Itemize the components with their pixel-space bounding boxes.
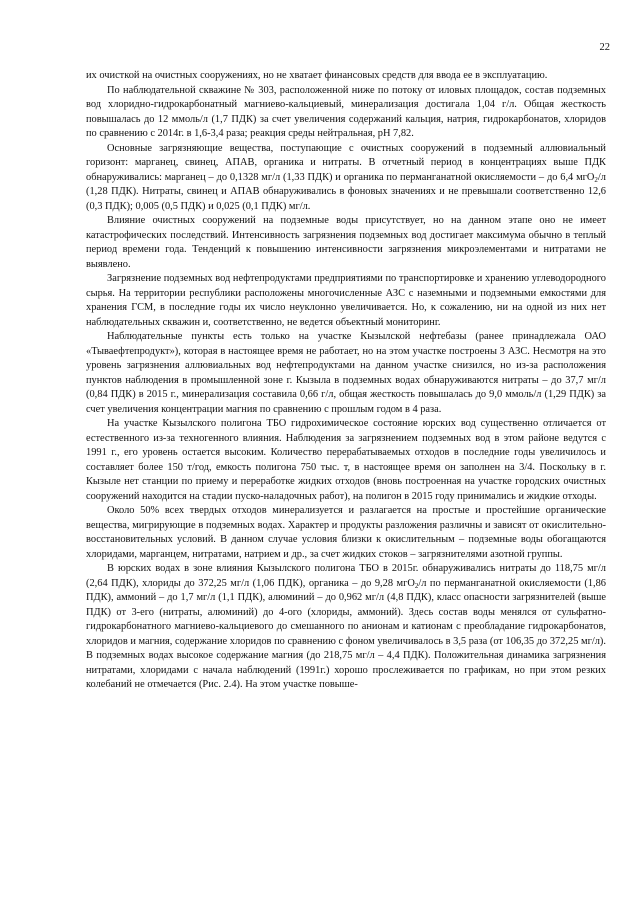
body-text [86,69,606,693]
paragraph-jurassic-waters [86,562,606,693]
paragraph-text: /л по перманганатной окисляемости (1,86 ПДК), аммоний – до 1,7 мг/л (1,1 ПДК), алюминий – до 0,962 мг/л (4,8 ПДК), класс опасности загрязнителей (выше ПДК) от 3-его (нитраты, алюминий) до 4-ого (хлориды, аммоний). Здесь состав воды менялся от сульфатно-гидрокарбонатного магниево-кальциевого до смешанного по анионам и катионам с преобладание гидрокарбонатов, хлоридов и магния, содержание хлоридов по сравнению с фоном увеличивалось в 3,5 раза (от 106,35 до 372,25 мг/л). В подземных водах высокое содержание магния (до 218,75 мг/л – 4,4 ПДК). Положительная динамика загрязнения нитратами, хлоридами с начала наблюдений (1991г.) хорошо прослеживается по графикам, но при этом резких колебаний не отмечается (Рис. 2.4). На этом участке повыше- [86,577,607,690]
paragraph-text: По наблюдательной скважине № 303, расположенной ниже по потоку от иловых площадок, состав подземных вод хлоридно-гидрокарбонатный магниево-кальциевый, минерализация достигала 1,04 г/л. Общая жесткость повышалась до 12 ммоль/л (1,7 ПДК) за счет увеличения содержаний кальция, натрия, гидрокарбонатов, хлоридов по сравнению с 2014г. в 1,6-3,4 раза; реакция среды нейтральная, рН 7,82. [86,84,606,139]
paragraph-text: Влияние очистных сооружений на подземные воды присутствует, но на данном этапе оно не имеет катастрофических последствий. Интенсивность загрязнения подземных вод достигает максимума обычно в теплый период времени года. Тенденций к повышению интенсивности загрязнения микроэлементами и нитратами не выявлено. [86,215,606,270]
subscript: 2 [414,581,419,590]
paragraph-waste-decomposition [86,504,606,562]
paragraph-text: Загрязнение подземных вод нефтепродуктами предприятиями по транспортировке и хранению углеводородного сырья. На территории республики расположены многочисленные АЗС с наземными и подземными емкостями для хранения ГСМ, в последние годы их число неуклонно увеличивается. Но, к сожалению, ни на одной из них нет наблюдательных скважин и, соответственно, не ведется объектный мониторинг. [86,273,606,328]
paragraph-oil-depot [86,330,606,417]
paragraph-text: Основные загрязняющие вещества, поступающие с очистных сооружений в подземный аллювиальный горизонт: марганец, свинец, АПАВ, органика и нитраты. В отчетный период в концентрациях выше ПДК обнаруживались: марганец – до 0,1328 мг/л (1,33 ПДК) и органика по перманганатной окисляемости – до 6,4 мгО [86,142,606,183]
subscript: 2 [594,175,598,184]
paragraph-landfill [86,417,606,504]
paragraph-well-303 [86,84,606,142]
paragraph-text: их очисткой на очистных сооружениях, но не хватает финансовых средств для ввода ее в эксплуатацию. [86,70,548,81]
paragraph-petroleum-pollution [86,272,606,330]
paragraph-text: Наблюдательные пункты есть только на участке Кызылской нефтебазы (ранее принадлежала ОАО «Тываефтепродукт»), которая в настоящее время не работает, но на этом участке построены 3 АЗС. Несмотря на это уровень загрязнения аллювиальных вод нефтепродуктами на данном участке снизился, но из-за расположения пунктов наблюдения в промышленной зоне г. Кызыла в подземных водах обнаруживаются нитраты – до 37,7 мг/л (0,84 ПДК) в 2015 г., минерализация составила 0,66 г/л, общая жесткость повышалась до 9,0 ммоль/л (1,29 ПДК) за счет увеличения концентрации магния по сравнению с прошлым годом в 4 раза. [86,331,606,415]
paragraph-text: В юрских водах в зоне влияния Кызылского полигона ТБО в 2015г. обнаруживались нитраты до 118,75 мг/л (2,64 ПДК), хлориды до 372,25 мг/л (1,06 ПДК), органика – до 9,28 мгО [86,563,606,589]
paragraph-treatment-influence [86,214,606,272]
paragraph-text: Около 50% всех твердых отходов минерализуется и разлагается на простые и простейшие органические вещества, мигрирующие в подземных водах. Характер и продукты разложения различны и зависят от окислительно-восстановительных условий. В данном случае условия близки к окислительным – подземные воды обогащаются хлоридами, марганцем, нитратами, натрием и др., за счет жидких стоков – загрязнителями азотной группы. [86,505,606,560]
paragraph-continuation [86,69,606,84]
page-number: 22 [599,42,610,53]
paragraph-text: На участке Кызылского полигона ТБО гидрохимическое состояние юрских вод существенно отличается от естественного из-за техногенного влияния. Наблюдения за загрязнением подземных вод в этом районе ведутся с 1991 г., его уровень остается высоким. Количество перерабатываемых отходов в последние годы увеличилось и составляет более 150 т/год, емкость полигона 750 тыс. т, в настоящее время он заполнен на 3/4. Поскольку в г. Кызыле нет станции по приему и переработке жидких отходов (вновь построенная на участке городских очистных сооружений находится на стадии пуско-наладочных работ), на полигон в 2015 году принимались и жидкие отходы. [86,418,606,502]
paragraph-text: /л (1,28 ПДК). Нитраты, свинец и АПАВ обнаруживались в фоновых значениях и не превышали соответственно 12,6 (0,3 ПДК); 0,005 (0,5 ПДК) и 0,025 (0,1 ПДК) мг/л. [86,171,606,212]
paragraph-main-pollutants [86,142,606,215]
